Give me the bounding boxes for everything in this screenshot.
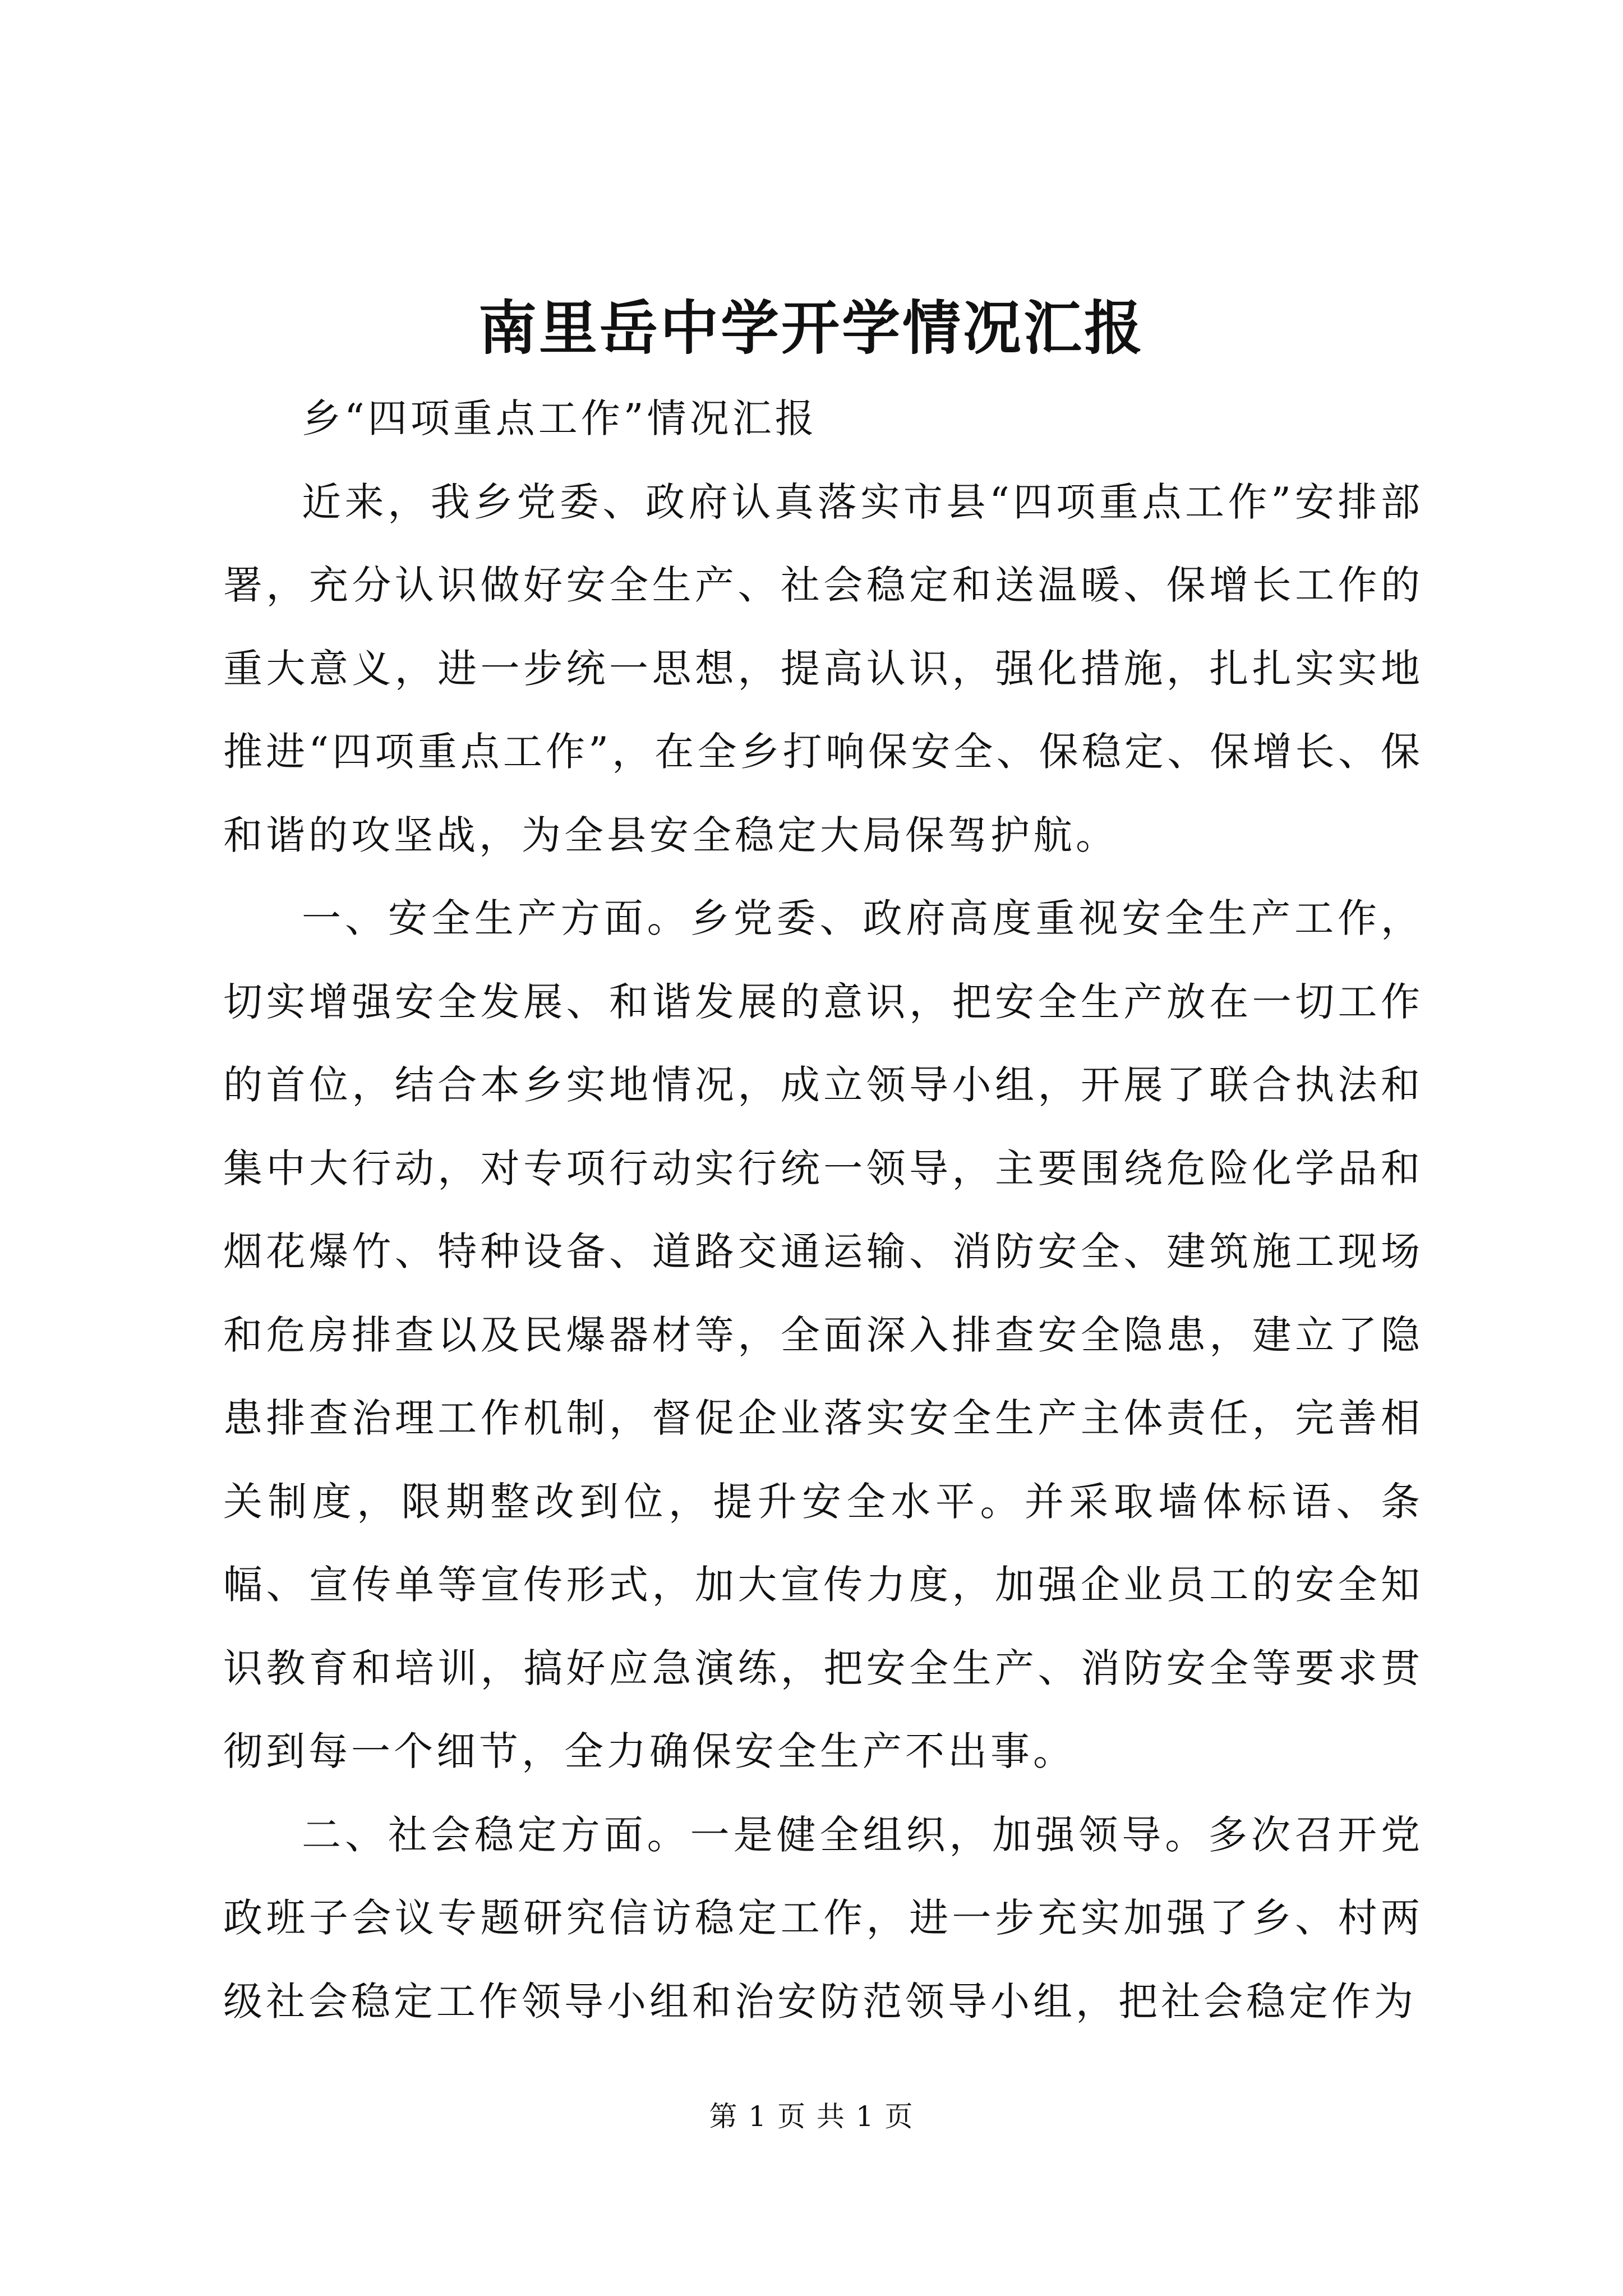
paragraph-subtitle: 乡“四项重点工作”情况汇报 xyxy=(302,395,818,441)
paragraph-intro: 近来，我乡党委、政府认真落实市县“四项重点工作”安排部署，充分认识做好安全生产、社会稳定和送温暖、保增长工作的重大意义，进一步统一思想，提高认识，强化措施，扎扎实实地推进“四项重点工作”，在全乡打响保安全、保稳定、保增长、保和谐的攻坚战，为全县安全稳定大局保驾护航。 xyxy=(223,478,1423,858)
paragraph-stability: 二、社会稳定方面。一是健全组织，加强领导。多次召开党政班子会议专题研究信访稳定工作，进一步充实加强了乡、村两级社会稳定工作领导小组和治安防范领导小组，把社会稳定作为 xyxy=(223,1811,1423,2024)
page-footer: 第 1 页 共 1 页 xyxy=(709,2100,914,2133)
paragraph-safety: 一、安全生产方面。乡党委、政府高度重视安全生产工作，切实增强安全发展、和谐发展的意识，把安全生产放在一切工作的首位，结合本乡实地情况，成立领导小组，开展了联合执法和集中大行动，对专项行动实行统一领导，主要围绕危险化学品和烟花爆竹、特种设备、道路交通运输、消防安全、建筑施工现场和危房排查以及民爆器材等，全面深入排查安全隐患，建立了隐患排查治理工作机制，督促企业落实安全生产主体责任，完善相关制度，限期整改到位，提升安全水平。并采取墙体标语、条幅、宣传单等宣传形式，加大宣传力度，加强企业员工的安全知识教育和培训，搞好应急演练，把安全生产、消防安全等要求贯彻到每一个细节，全力确保安全生产不出事。 xyxy=(223,895,1423,1774)
document-body xyxy=(223,377,1423,2043)
document-title: 南里岳中学开学情况汇报 xyxy=(478,293,1145,362)
